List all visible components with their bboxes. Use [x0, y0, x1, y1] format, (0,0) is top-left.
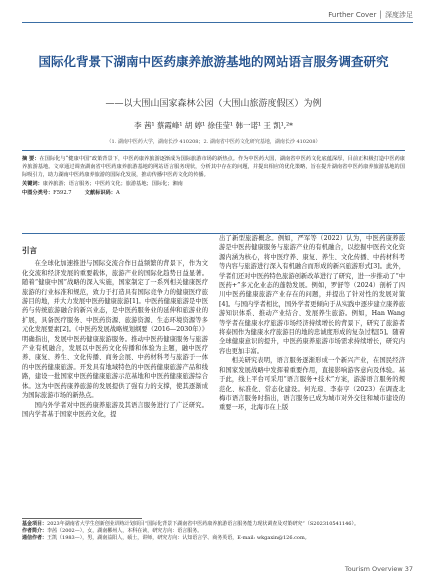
clc-text: F592.7	[53, 190, 72, 196]
keywords-label: 关键词：	[22, 181, 43, 187]
author-note	[22, 528, 405, 535]
keywords-text: 康养旅游；语言服务；中医药文化；旅游基地；国际化；湘南	[42, 181, 183, 187]
classification	[22, 189, 405, 197]
footnote-divider	[22, 518, 142, 519]
section-header: Further Cover │ 深度涉足	[328, 11, 413, 19]
author-text: 李茜（2002—），女，湖南郴州人，本科在读，研究方向：语言服务。	[47, 528, 203, 534]
corresponding-note	[22, 535, 405, 542]
paragraph: 出了新型旅游概念。例如，严军等（2022）认为，中医药康养旅游是中医药健康服务与旅游产业的有机融合，以挖掘中医药文化资源内涵为核心，将中医疗养、康复、养生、文化传播、中药材科考等内容与旅游进行深入有机融合而形成的新兴旅游形式[3]。此外，学者们还对中医药特色旅游创新改革进行了研究，进一步推动了“中医药+”多元化业态的蓬勃发展。例如，罗舒等（2024）剖析了四川中医药健康旅游产业存在的问题，并提出了针对性的发展对策[4]。与国内学者相比，国外学者更倾向于从实践中逐步建立康养旅游知识体系、推动产业结合、发展养生旅游。例如，Han Wang 等学者在健康水疗旅游市场经济持续增长的背景下，研究了旅游者将泰国作为健康水疗旅游目的地的忠诚度形成的复杂过程[5]。随着全球健康意识的提升，中医药康养旅游市场需求持续增长，研究内容也更加丰富。	[219, 235, 405, 355]
article-subtitle: ——以大围山国家森林公园（大围山旅游度假区）为例	[105, 99, 322, 109]
fund-note	[22, 521, 405, 528]
doc-code-label: 文献标识码：	[84, 190, 116, 196]
abstract-block	[22, 150, 405, 197]
paragraph: 在全球化加速推进与国际交流合作日益频繁的背景下，作为文化交流和经济发展的重要载体，旅游产业的国际化趋势日益显著。随着“健康中国”战略的深入实施，国家制定了一系列相关健康医疗旅游的行业标准和规范，致力于打造具有国际竞争力的健康医疗旅游目的地，并大力发展中医药健康旅游[1]。中医药健康旅游是中医药与传统旅游融合的新兴业态，是中医药服务业的延伸和旅游业的扩展，具备医疗服务、中医药资源、旅游资源、生态环境资源等多元化发展要素[2]。《中医药发展战略规划纲要（2016—2030年）》明确指出，发展中医药健康旅游服务。推动中医药健康服务与旅游产业有机融合，发展以中医药文化传播和体验为主题，融中医疗养、康复、养生、文化传播、商务会展、中药材科考与旅游于一体的中医药健康旅游。开发具有地域特色的中医药健康旅游产品和线路，建设一批国家中医药健康旅游示范基地和中医药健康旅游综合体。这为中医药康养旅游的发展提供了强有力的支撑，使其逐渐成为国际旅游市场的新热点。	[22, 260, 208, 400]
header-divider	[22, 22, 413, 23]
corr-label: 通信作者：	[22, 535, 48, 541]
intro-heading: 引言	[22, 246, 37, 255]
corr-text: 王凯（1983—），男，湖南益阳人，硕士，讲师，研究方向：认知语言学、商务英语，E-mail: wkgaxin@126.com。	[47, 535, 310, 541]
paragraph: 相关研究表明，语言服务逐渐形成一个新兴产业，在国民经济和国家发展战略中发挥着重要作用，直接影响游客意向及体验。基于此，线上平台可采用“语言服务+技术”方案，游游语言服务的规范化、标准化、常态化建设。何光琼、李泰亨（2023）在调查北梅市语言服务时指出，语言服务已成为城市对外交往和城市建设的重要一环，北海市在上版	[219, 357, 405, 412]
right-column	[219, 234, 405, 413]
article-title: 国际化背景下湖南中医药康养旅游基地的网站语言服务调查研究	[38, 54, 389, 69]
abstract	[22, 155, 405, 179]
page-footer: Tourism Overview 37	[344, 565, 413, 573]
abstract-label: 摘 要：	[22, 156, 40, 162]
doc-code-text: A	[115, 190, 120, 196]
abstract-text: 在国际化与“健康中国”政策背景下，中医药康养旅游逐渐成为国际旅游市场的新热点。作为中医药大国，湖南省中医药文化底蕴深厚，目前正积极打造中医药康养旅游基地。文章通过调查湖南省中医药康养旅游基地的网站语言服务现状，分析其中存在的问题，并提出相应的优化策略，旨在提升湖南省中医药康养旅游基地的国际吸引力，助力湖南中医药康养旅游的国际化发展，推动传播中医药文化的传播。	[22, 156, 405, 178]
fund-text: 2023年湖南省大学生创新创业训练计划项目“国际化背景下湖南省中医药康养旅游语言服务能力现状调查及对策研究”（S202310541146）。	[47, 521, 359, 527]
paragraph: 国内外学者对中医药康养旅游及其语言服务进行了广泛研究。国内学者基于国家中医药文化，提	[22, 401, 208, 418]
author-label: 作者简介：	[22, 528, 48, 534]
left-column	[22, 246, 208, 419]
keywords	[22, 180, 405, 188]
fund-label: 基金项目：	[22, 521, 48, 527]
footnotes	[22, 521, 405, 542]
author-list: 李 茜¹ 蔡霞峰¹ 胡 婷¹ 徐佳莹¹ 韩一诺¹ 王 凯¹,²*	[134, 121, 293, 130]
clc-label: 中图分类号：	[22, 190, 54, 196]
affiliation: （1. 湖南中医药大学，湖南长沙 410208；2. 湖南省中医药文化研究基地，湖南长沙 410208）	[106, 139, 321, 145]
